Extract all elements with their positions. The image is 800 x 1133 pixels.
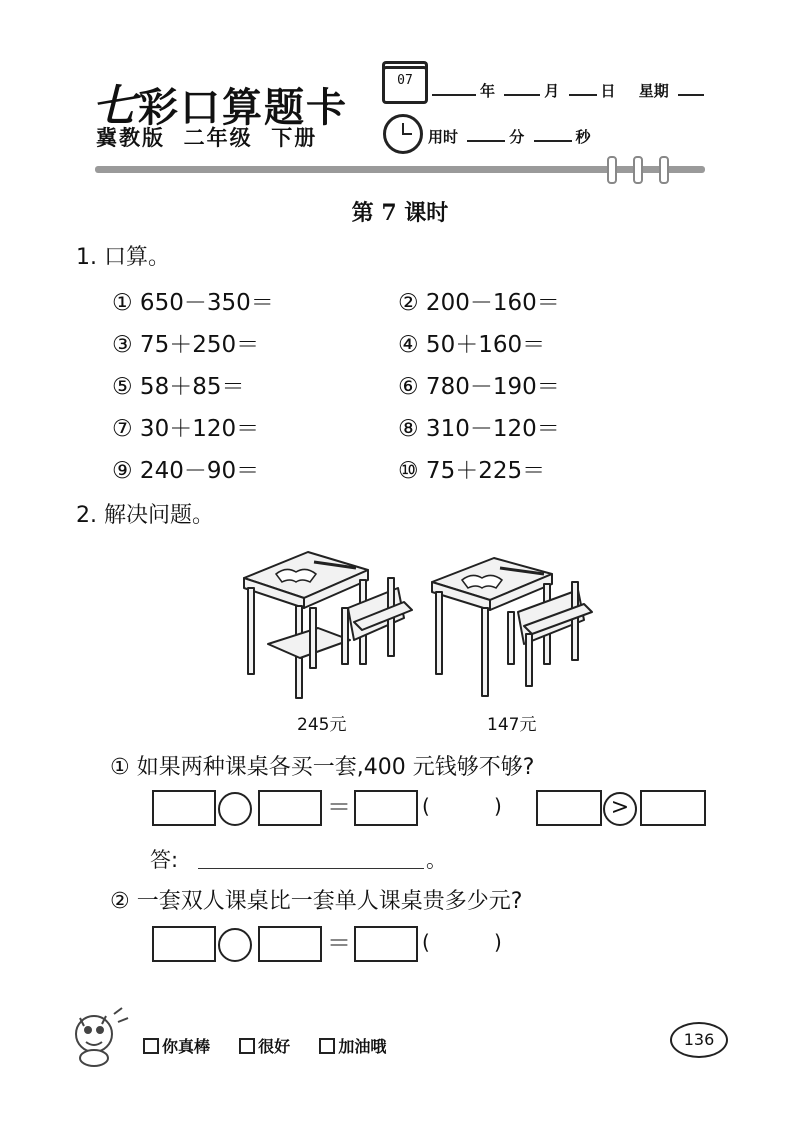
answer-box[interactable] bbox=[354, 926, 418, 962]
operator-circle[interactable] bbox=[218, 928, 252, 962]
double-desk-image bbox=[238, 548, 418, 704]
edition-label: 冀教版 二年级 下册 bbox=[96, 126, 318, 150]
calc-item: ⑩ 75＋225＝ bbox=[398, 458, 546, 484]
sub-question-2: ② 一套双人课桌比一套单人课桌贵多少元? bbox=[110, 889, 523, 914]
unit-paren-open: ( bbox=[422, 794, 430, 818]
sub-question-1: ① 如果两种课桌各买一套,400 元钱够不够? bbox=[110, 755, 535, 780]
lesson-title: 第 7 课时 bbox=[351, 200, 449, 226]
calc-item: ③ 75＋250＝ bbox=[112, 332, 260, 358]
calc-item: ① 650－350＝ bbox=[112, 290, 274, 316]
answer-end: 。 bbox=[426, 848, 447, 872]
calc-item: ⑥ 780－190＝ bbox=[398, 374, 560, 400]
answer-label: 答: bbox=[150, 848, 179, 872]
rating-options bbox=[143, 1034, 386, 1057]
date-fields: 年 月 日 星期 bbox=[428, 80, 708, 101]
calc-item: ⑤ 58＋85＝ bbox=[112, 374, 245, 400]
price-single-desk: 147元 bbox=[487, 715, 537, 735]
equals-sign: ＝ bbox=[327, 929, 351, 957]
q2-title: 2. 解决问题。 bbox=[76, 503, 214, 528]
checkbox-icon bbox=[319, 1038, 335, 1054]
calc-item: ② 200－160＝ bbox=[398, 290, 560, 316]
year-blank[interactable] bbox=[432, 80, 476, 96]
answer-box[interactable] bbox=[258, 790, 322, 826]
rating-option[interactable]: 加油哦 bbox=[319, 1037, 386, 1056]
answer-box[interactable] bbox=[258, 926, 322, 962]
time-fields: 用时 分 秒 bbox=[428, 128, 591, 146]
unit-paren-open: ( bbox=[422, 930, 430, 954]
operator-circle[interactable] bbox=[218, 792, 252, 826]
answer-line[interactable] bbox=[198, 868, 424, 869]
day-blank[interactable] bbox=[569, 80, 597, 96]
rating-option[interactable]: 你真棒 bbox=[143, 1037, 210, 1056]
calc-item: ⑧ 310－120＝ bbox=[398, 416, 560, 442]
checkbox-icon bbox=[239, 1038, 255, 1054]
binder-rings bbox=[605, 156, 675, 186]
clock-icon bbox=[383, 114, 423, 154]
q1-title: 1. 口算。 bbox=[76, 245, 170, 270]
single-desk-image bbox=[428, 552, 598, 702]
calc-item: ⑦ 30＋120＝ bbox=[112, 416, 260, 442]
seconds-blank[interactable] bbox=[534, 126, 572, 142]
answer-box[interactable] bbox=[152, 790, 216, 826]
unit-paren-close: ) bbox=[494, 794, 502, 818]
page-number: 136 bbox=[670, 1022, 728, 1058]
calendar-icon: 07 bbox=[382, 66, 428, 104]
calc-item: ④ 50＋160＝ bbox=[398, 332, 546, 358]
equals-sign: ＝ bbox=[327, 793, 351, 821]
answer-box[interactable] bbox=[152, 926, 216, 962]
unit-paren-close: ) bbox=[494, 930, 502, 954]
compare-box-right[interactable] bbox=[640, 790, 706, 826]
month-blank[interactable] bbox=[504, 80, 540, 96]
answer-box[interactable] bbox=[354, 790, 418, 826]
unit-blank[interactable] bbox=[432, 928, 492, 958]
checkbox-icon bbox=[143, 1038, 159, 1054]
compare-circle: > bbox=[603, 792, 637, 826]
mascot-icon bbox=[68, 1004, 134, 1068]
weekday-blank[interactable] bbox=[678, 80, 704, 96]
brand-title: 七彩口算题卡 bbox=[92, 81, 348, 132]
rating-option[interactable]: 很好 bbox=[239, 1037, 290, 1056]
unit-blank[interactable] bbox=[432, 792, 492, 822]
compare-box-left[interactable] bbox=[536, 790, 602, 826]
minutes-blank[interactable] bbox=[467, 126, 505, 142]
calc-item: ⑨ 240－90＝ bbox=[112, 458, 260, 484]
price-double-desk: 245元 bbox=[297, 715, 347, 735]
